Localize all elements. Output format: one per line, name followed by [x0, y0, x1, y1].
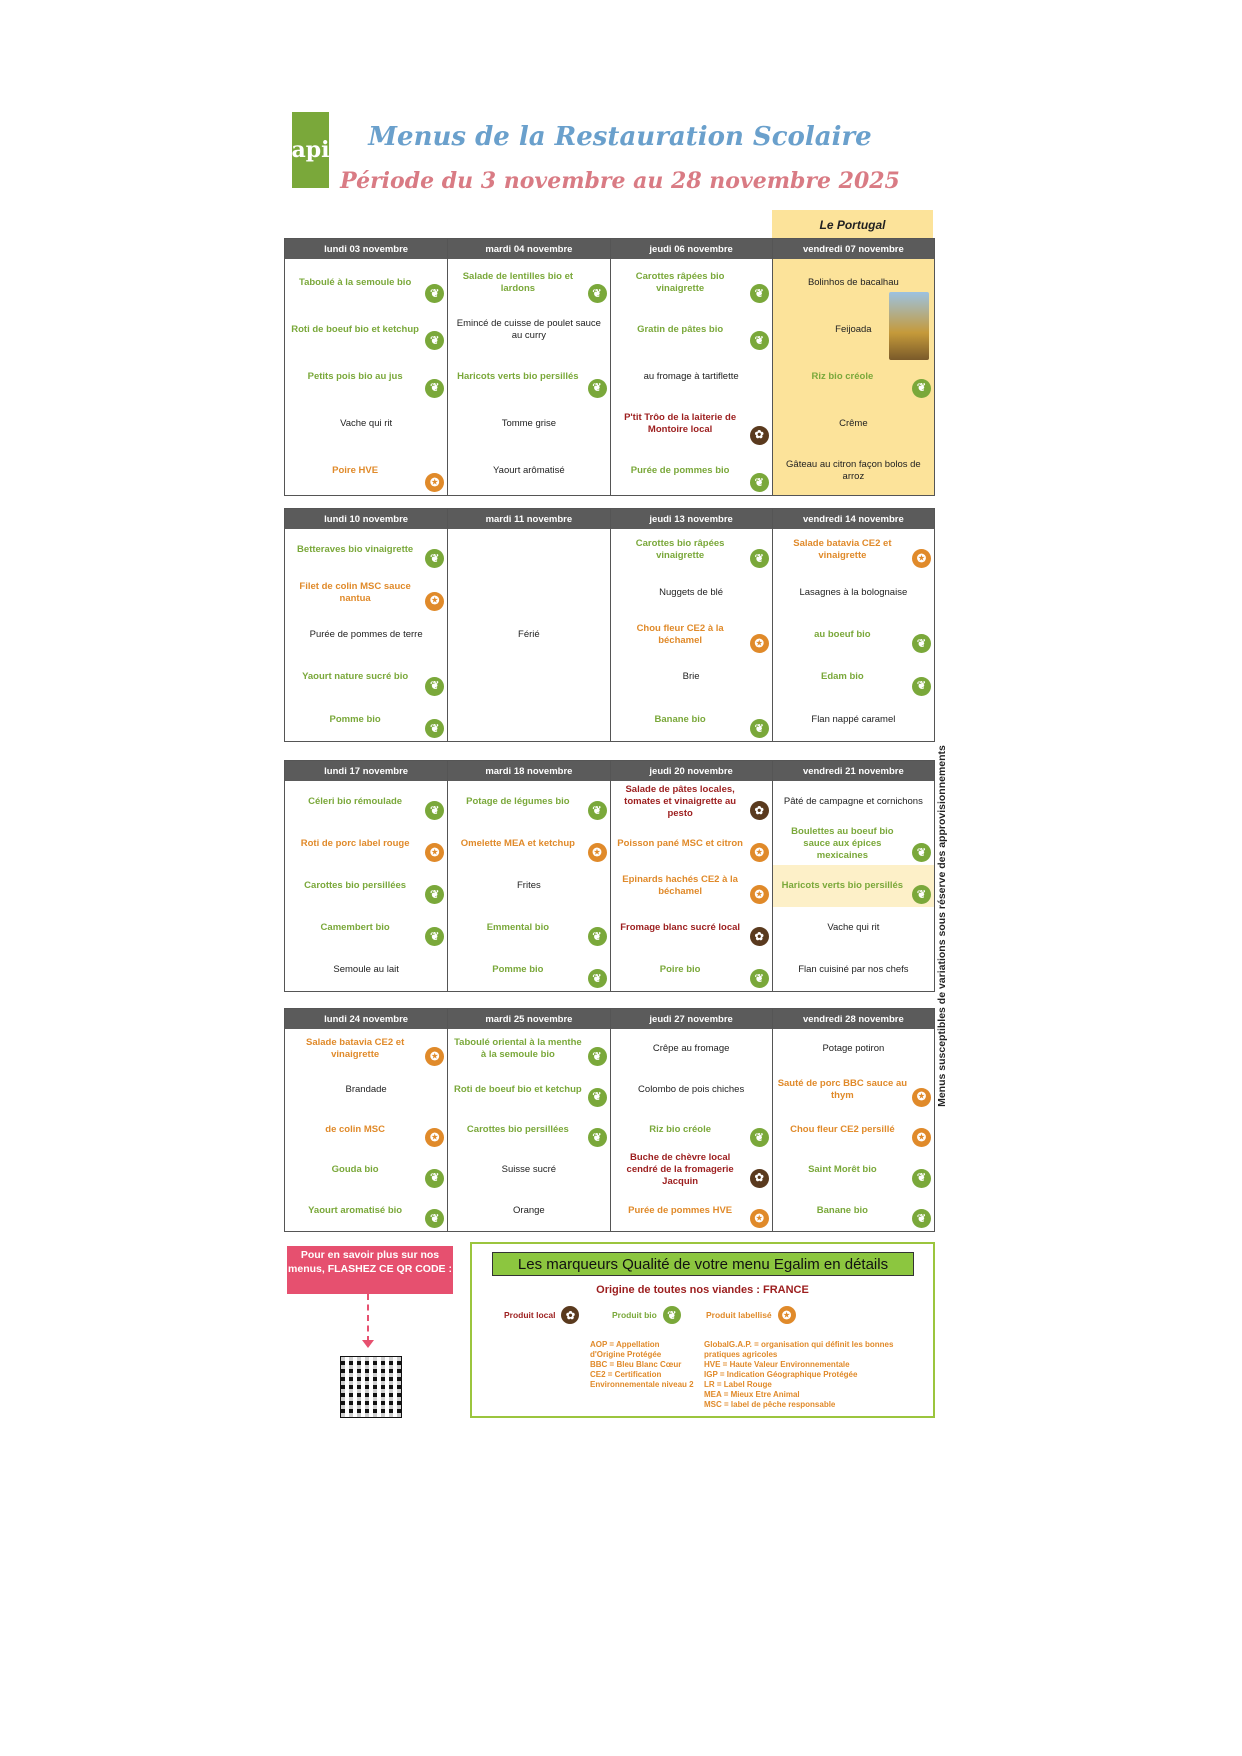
menu-item [611, 529, 772, 571]
rosette-icon: ✪ [912, 1128, 931, 1147]
leaf-icon: ❦ [750, 284, 769, 303]
rosette-icon: ✪ [912, 1088, 931, 1107]
leaf-icon: ❦ [912, 1209, 931, 1228]
menu-item [773, 571, 934, 613]
legend-local [504, 1306, 579, 1324]
leaf-icon: ❦ [912, 1169, 931, 1188]
day-column [610, 509, 772, 741]
menu-item [611, 823, 772, 865]
menu-item-text: Poire HVE [332, 465, 379, 477]
menu-item [773, 1110, 934, 1150]
menu-item [773, 781, 934, 823]
page-title: Menus de la Restauration Scolaire [368, 122, 872, 152]
menu-item [285, 259, 447, 306]
menu-item [448, 353, 609, 400]
menu-item-text: Potage potiron [822, 1043, 885, 1055]
menu-item [611, 1191, 772, 1231]
leaf-icon: ❦ [750, 719, 769, 738]
menu-item [773, 401, 934, 448]
menu-item [448, 306, 609, 353]
qr-code[interactable] [340, 1356, 402, 1418]
menu-item-text: Riz bio créole [811, 371, 874, 382]
menu-item-text: Carottes bio persillées [304, 880, 407, 891]
qr-arrow-head [362, 1340, 374, 1348]
leaf-icon: ❦ [912, 843, 931, 862]
menu-item [285, 614, 447, 656]
menu-item-text: P'tit Trôo de la laiterie de Montoire local [624, 412, 737, 436]
menu-item [285, 907, 447, 949]
menu-item [285, 353, 447, 400]
menu-item-text: Sauté de porc BBC sauce au thym [777, 1077, 908, 1101]
menu-item-text: Gouda bio [331, 1164, 379, 1176]
menu-item-text: Yaourt aromatisé bio [308, 1204, 403, 1216]
menu-item-text: Yaourt nature sucré bio [302, 671, 409, 683]
menu-item-text: Camembert bio [320, 922, 390, 933]
day-header: lundi 24 novembre [285, 1009, 447, 1029]
legend-label-label: Produit labellisé [706, 1310, 772, 1320]
menu-item [285, 1029, 447, 1069]
leaf-icon: ❦ [750, 549, 769, 568]
menu-item-text: Poire bio [659, 964, 701, 975]
leaf-icon: ❦ [912, 677, 931, 696]
menu-item-text: Céleri bio rémoulade [308, 796, 403, 807]
local-icon: ✿ [750, 801, 769, 820]
menu-item [611, 448, 772, 495]
day-header: lundi 10 novembre [285, 509, 447, 529]
day-column [610, 761, 772, 991]
menu-item [285, 1110, 447, 1150]
menu-item [285, 306, 447, 353]
day-column [772, 239, 934, 495]
leaf-icon: ❦ [425, 927, 444, 946]
week-grid [284, 508, 935, 742]
menu-item-text: Bolinhos de bacalhau [807, 276, 899, 288]
menu-item-text: Banane bio [654, 713, 706, 725]
menu-item [448, 401, 609, 448]
menu-item-text: Salade de lentilles bio et lardons [462, 270, 574, 294]
menu-item [773, 949, 934, 991]
week-grid [284, 1008, 935, 1232]
menu-item-text: Petits pois bio au jus [307, 371, 403, 382]
menu-item [285, 865, 447, 907]
menu-item [773, 529, 934, 571]
menu-item [611, 949, 772, 991]
menu-item-text: Crêpe au fromage [652, 1043, 730, 1055]
menu-item [448, 823, 609, 865]
menu-item-text: Roti de porc label rouge [300, 838, 410, 849]
menu-item-text: Chou fleur CE2 à la béchamel [636, 623, 724, 647]
leaf-icon: ❦ [425, 284, 444, 303]
abbr-left: AOP = Appellation d'Origine Protégée BBC = Bleu Blanc Cœur CE2 = Certification Environnementale niveau 2 [590, 1340, 694, 1389]
menu-item [285, 1069, 447, 1109]
day-header: mardi 18 novembre [448, 761, 609, 781]
local-icon: ✿ [561, 1306, 579, 1324]
menu-item-text: Taboulé à la semoule bio [298, 276, 412, 288]
local-icon: ✿ [750, 1169, 769, 1188]
menu-item-text: Gâteau au citron façon bolos de arroz [786, 459, 921, 483]
menu-item [611, 1110, 772, 1150]
menu-item-text: Edam bio [820, 671, 864, 683]
rosette-icon: ✪ [588, 843, 607, 862]
menu-item-text: Boulettes au boeuf bio sauce aux épices mexicaines [791, 826, 894, 861]
api-logo: api [292, 112, 329, 188]
rosette-icon: ✪ [778, 1306, 796, 1324]
day-header: jeudi 06 novembre [611, 239, 772, 259]
menu-item-text: Crême [839, 418, 868, 430]
rosette-icon: ✪ [425, 473, 444, 492]
menu-item [773, 353, 934, 400]
menu-item [773, 1029, 934, 1069]
menu-item-text: Haricots verts bio persillés [781, 880, 904, 891]
menu-item-text: Epinards hachés CE2 à la béchamel [622, 874, 738, 897]
menu-item [611, 259, 772, 306]
rosette-icon: ✪ [425, 592, 444, 611]
leaf-icon: ❦ [588, 284, 607, 303]
menu-item-text: de colin MSC [325, 1124, 385, 1136]
day-column [447, 761, 609, 991]
menu-item-text: Yaourt arômatisé [493, 465, 565, 477]
day-column [610, 239, 772, 495]
leaf-icon: ❦ [588, 969, 607, 988]
rosette-icon: ✪ [750, 843, 769, 862]
leaf-icon: ❦ [588, 1128, 607, 1147]
menu-item-text: Banane bio [816, 1204, 868, 1216]
menu-item [448, 781, 609, 823]
theme-banner: Le Portugal [772, 210, 933, 240]
leaf-icon: ❦ [588, 1047, 607, 1066]
menu-item-text: Chou fleur CE2 persillé [790, 1124, 895, 1136]
menu-item-text: Saint Morêt bio [808, 1164, 877, 1176]
menu-item-text: Brandade [345, 1083, 387, 1095]
menu-item [611, 781, 772, 823]
rosette-icon: ✪ [750, 885, 769, 904]
menu-item-text: Tomme grise [501, 418, 557, 430]
day-header: vendredi 28 novembre [773, 1009, 934, 1029]
day-header: lundi 03 novembre [285, 239, 447, 259]
menu-item [285, 401, 447, 448]
menu-item [285, 656, 447, 698]
menu-item-text: Carottes bio râpées vinaigrette [635, 538, 725, 562]
day-column [772, 1009, 934, 1231]
menu-item [448, 1191, 609, 1231]
day-column [285, 761, 447, 991]
menu-item-text: Férié [518, 629, 540, 640]
menu-item-text: Colombo de pois chiches [638, 1083, 745, 1095]
leaf-icon: ❦ [588, 379, 607, 398]
menu-item-text: Betteraves bio vinaigrette [297, 544, 414, 556]
menu-item [285, 781, 447, 823]
menu-item [448, 1110, 609, 1150]
menu-item-text: Salade batavia CE2 et vinaigrette [793, 538, 892, 562]
menu-item-text: Omelette MEA et ketchup [460, 838, 575, 849]
legend-title: Les marqueurs Qualité de votre menu Egalim en détails [492, 1252, 914, 1276]
quality-legend [470, 1242, 935, 1418]
leaf-icon: ❦ [425, 885, 444, 904]
legend-local-label: Produit local [504, 1310, 556, 1320]
menu-item [611, 614, 772, 656]
leaf-icon: ❦ [425, 719, 444, 738]
menu-item [285, 699, 447, 741]
leaf-icon: ❦ [912, 885, 931, 904]
leaf-icon: ❦ [425, 677, 444, 696]
legend-bio-label: Produit bio [612, 1310, 657, 1320]
day-column [610, 1009, 772, 1231]
menu-item-text: Flan cuisiné par nos chefs [798, 964, 909, 975]
menu-item-text: Salade de pâtes locales, tomates et vinaigrette au pesto [624, 784, 737, 819]
leaf-icon: ❦ [588, 927, 607, 946]
menu-item [611, 1029, 772, 1069]
menu-item [773, 1191, 934, 1231]
day-header: jeudi 20 novembre [611, 761, 772, 781]
menu-item-text: au boeuf bio [814, 629, 871, 641]
menu-item-text: Riz bio créole [649, 1124, 711, 1136]
menu-item-text: Pomme bio [492, 964, 544, 975]
menu-item [285, 823, 447, 865]
day-header: vendredi 21 novembre [773, 761, 934, 781]
leaf-icon: ❦ [588, 801, 607, 820]
menu-item-text: Vache qui rit [340, 418, 393, 430]
menu-item-text: Haricots verts bio persillés [457, 371, 579, 382]
day-header: jeudi 27 novembre [611, 1009, 772, 1029]
menu-item-text: Orange [513, 1204, 545, 1216]
menu-item-text: Fromage blanc sucré local [620, 922, 741, 933]
menu-item-text: Poisson pané MSC et citron [617, 838, 743, 849]
menu-item-text: Roti de boeuf bio et ketchup [291, 323, 419, 335]
menu-item-text: Feijoada [835, 323, 872, 335]
menu-item-text: Roti de boeuf bio et ketchup [454, 1083, 582, 1095]
leaf-icon: ❦ [750, 331, 769, 350]
local-icon: ✿ [750, 927, 769, 946]
menu-item-text: Purée de pommes bio [630, 465, 730, 477]
menu-item-text: Lasagnes à la bolognaise [799, 586, 908, 598]
legend-origin: Origine de toutes nos viandes : FRANCE [596, 1284, 809, 1296]
local-icon: ✿ [750, 426, 769, 445]
day-header: mardi 25 novembre [448, 1009, 609, 1029]
menu-item-text: Buche de chèvre local cendré de la fromagerie Jacquin [626, 1152, 734, 1188]
leaf-icon: ❦ [912, 634, 931, 653]
legend-labellise [706, 1306, 796, 1324]
menu-item [773, 614, 934, 656]
leaf-icon: ❦ [750, 473, 769, 492]
menu-item-text: Carottes bio persillées [466, 1124, 569, 1136]
leaf-icon: ❦ [425, 1209, 444, 1228]
menu-item-text: Purée de pommes de terre [309, 629, 423, 641]
menu-item [773, 907, 934, 949]
menu-item [611, 306, 772, 353]
leaf-icon: ❦ [425, 331, 444, 350]
abbr-right: GlobalG.A.P. = organisation qui définit les bonnes pratiques agricoles HVE = Haute Valeur Environnementale IGP = Indication Géographique Protégée LR = Label Rouge MEA = Mieux Etre Animal MSC = label de pêche responsable [704, 1340, 894, 1409]
menu-item-text: Brie [682, 671, 700, 683]
menu-item [773, 865, 934, 907]
rosette-icon: ✪ [912, 549, 931, 568]
menu-item-text: Suisse sucré [501, 1164, 557, 1176]
day-column [285, 509, 447, 741]
menu-item [285, 448, 447, 495]
menu-item-text: Pomme bio [329, 713, 381, 725]
menu-item [611, 656, 772, 698]
menu-item [285, 1191, 447, 1231]
leaf-icon: ❦ [750, 969, 769, 988]
period-subtitle: Période du 3 novembre au 28 novembre 2025 [340, 168, 900, 194]
rosette-icon: ✪ [425, 1128, 444, 1147]
menu-item [448, 949, 609, 991]
menu-item [448, 1150, 609, 1190]
menu-item [448, 448, 609, 495]
menu-item-text: Vache qui rit [827, 922, 880, 933]
menu-item-text: Flan nappé caramel [811, 713, 896, 725]
menu-item [448, 1069, 609, 1109]
menu-item [773, 1150, 934, 1190]
menu-item [448, 907, 609, 949]
menu-item [611, 1150, 772, 1190]
rosette-icon: ✪ [425, 843, 444, 862]
day-column [447, 509, 609, 741]
menu-item [285, 571, 447, 613]
day-column [772, 509, 934, 741]
menu-item-text: Carottes râpées bio vinaigrette [635, 270, 725, 294]
menu-item [773, 1069, 934, 1109]
rosette-icon: ✪ [750, 634, 769, 653]
menu-item-text: Gratin de pâtes bio [637, 323, 724, 335]
menu-item [285, 529, 447, 571]
day-header: mardi 11 novembre [448, 509, 609, 529]
menu-item-text: Emincé de cuisse de poulet sauce au curry [456, 317, 601, 341]
day-column [772, 761, 934, 991]
day-header: lundi 17 novembre [285, 761, 447, 781]
menu-item-text: Taboulé oriental à la menthe à la semoule bio [454, 1037, 582, 1061]
menu-item-text: Frites [517, 880, 541, 891]
menu-item [611, 907, 772, 949]
day-header: vendredi 14 novembre [773, 509, 934, 529]
menu-item-text: au fromage à tartiflette [643, 371, 739, 382]
menu-item [773, 699, 934, 741]
menu-item-text: Semoule au lait [333, 964, 399, 975]
week-grid [284, 238, 935, 496]
menu-item-text: Pâté de campagne et cornichons [783, 796, 923, 807]
day-column [285, 239, 447, 495]
menu-item [448, 865, 609, 907]
menu-item [773, 448, 934, 495]
menu-item [773, 656, 934, 698]
menu-item-text: Potage de légumes bio [466, 796, 570, 807]
day-header: jeudi 13 novembre [611, 509, 772, 529]
menu-item [611, 865, 772, 907]
menu-item [448, 259, 609, 306]
menu-item [448, 1029, 609, 1069]
menu-item [611, 699, 772, 741]
menu-item-text: Emmental bio [486, 922, 550, 933]
legend-bio [612, 1306, 681, 1324]
rosette-icon: ✪ [750, 1209, 769, 1228]
supply-note: Menus susceptibles de variations sous réserve des approvisionnements [936, 745, 948, 1107]
qr-arrow [367, 1294, 369, 1342]
menu-item [285, 949, 447, 991]
leaf-icon: ❦ [425, 549, 444, 568]
week-grid [284, 760, 935, 992]
menu-item [448, 529, 609, 741]
menu-item-text: Nuggets de blé [659, 586, 724, 598]
menu-item [611, 1069, 772, 1109]
menu-item-text: Salade batavia CE2 et vinaigrette [306, 1037, 405, 1061]
day-header: mardi 04 novembre [448, 239, 609, 259]
leaf-icon: ❦ [425, 801, 444, 820]
menu-item [611, 571, 772, 613]
day-column [285, 1009, 447, 1231]
menu-item [773, 823, 934, 865]
portugal-tram-image [889, 292, 929, 360]
menu-item-text: Purée de pommes HVE [628, 1204, 733, 1216]
menu-item [611, 353, 772, 400]
day-header: vendredi 07 novembre [773, 239, 934, 259]
leaf-icon: ❦ [425, 379, 444, 398]
day-column [447, 1009, 609, 1231]
qr-banner: Pour en savoir plus sur nos menus, FLASHEZ CE QR CODE : [287, 1246, 453, 1294]
day-column [447, 239, 609, 495]
leaf-icon: ❦ [663, 1306, 681, 1324]
menu-item-text: Filet de colin MSC sauce nantua [299, 580, 411, 604]
leaf-icon: ❦ [425, 1169, 444, 1188]
rosette-icon: ✪ [425, 1047, 444, 1066]
menu-item [285, 1150, 447, 1190]
leaf-icon: ❦ [912, 379, 931, 398]
leaf-icon: ❦ [588, 1088, 607, 1107]
leaf-icon: ❦ [750, 1128, 769, 1147]
menu-item [611, 401, 772, 448]
